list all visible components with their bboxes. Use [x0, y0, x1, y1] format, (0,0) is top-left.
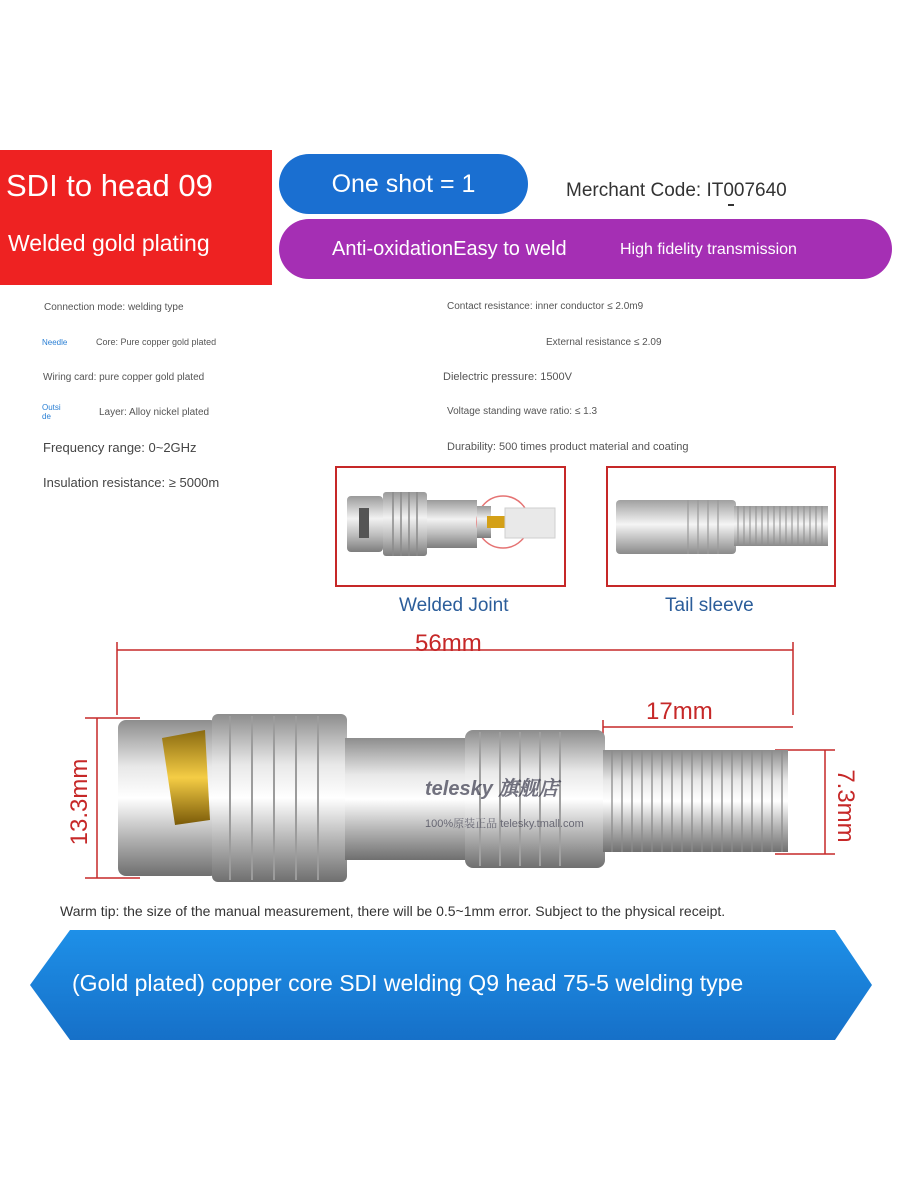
spec-needle-tag: Needle [42, 338, 68, 347]
feature-high-fidelity: High fidelity transmission [620, 241, 797, 258]
product-banner-text: (Gold plated) copper core SDI welding Q9 head 75-5 welding type [72, 970, 744, 996]
merchant-code: Merchant Code: IT007640 [566, 180, 787, 201]
product-title: SDI to head 09 [6, 168, 213, 203]
spec-external-resistance: External resistance ≤ 2.09 [546, 337, 662, 348]
spec-insulation: Insulation resistance: ≥ 5000m [43, 475, 220, 490]
spec-layer: Layer: Alloy nickel plated [99, 407, 210, 418]
spec-contact-resistance: Contact resistance: inner conductor ≤ 2.0m9 [447, 301, 644, 312]
product-subtitle: Welded gold plating [8, 230, 210, 256]
watermark-url: 100%原装正品 telesky.tmall.com [425, 818, 584, 830]
quantity-badge [279, 154, 528, 214]
tail-sleeve-caption: Tail sleeve [665, 595, 754, 616]
spec-vswr: Voltage standing wave ratio: ≤ 1.3 [447, 406, 598, 417]
spec-outside-tag-line-1: Outsi [42, 403, 61, 412]
quantity-label: One shot = 1 [331, 169, 476, 198]
spec-connection-mode: Connection mode: welding type [44, 302, 184, 313]
spec-core: Core: Pure copper gold plated [96, 337, 217, 347]
watermark-brand: telesky 旗舰店 [425, 778, 559, 800]
tail-length-label: 17mm [646, 698, 713, 725]
spec-outside-tag-line-2: de [42, 412, 51, 421]
welded-joint-illustration [337, 468, 564, 585]
welded-joint-caption: Welded Joint [399, 595, 509, 616]
head-diameter-label: 13.3mm [66, 758, 93, 846]
tail-diameter-label: 7.3mm [832, 769, 859, 843]
spec-frequency: Frequency range: 0~2GHz [43, 440, 197, 455]
spec-outside-tag [42, 403, 61, 421]
spec-dielectric: Dielectric pressure: 1500V [443, 371, 573, 383]
warm-tip: Warm tip: the size of the manual measurement, there will be 0.5~1mm error. Subject to the physical receipt. [60, 903, 726, 919]
tail-sleeve-photo [606, 466, 836, 587]
feature-anti-oxidation: Anti-oxidationEasy to weld [332, 238, 567, 260]
welded-joint-photo [335, 466, 566, 587]
connector-dimension-drawing [0, 620, 900, 900]
spec-wiring-card: Wiring card: pure copper gold plated [43, 372, 205, 383]
merchant-code-mark [728, 204, 734, 206]
spec-durability: Durability: 500 times product material and coating [447, 441, 689, 453]
total-length-label: 56mm [415, 630, 482, 657]
tail-sleeve-illustration [608, 468, 834, 585]
